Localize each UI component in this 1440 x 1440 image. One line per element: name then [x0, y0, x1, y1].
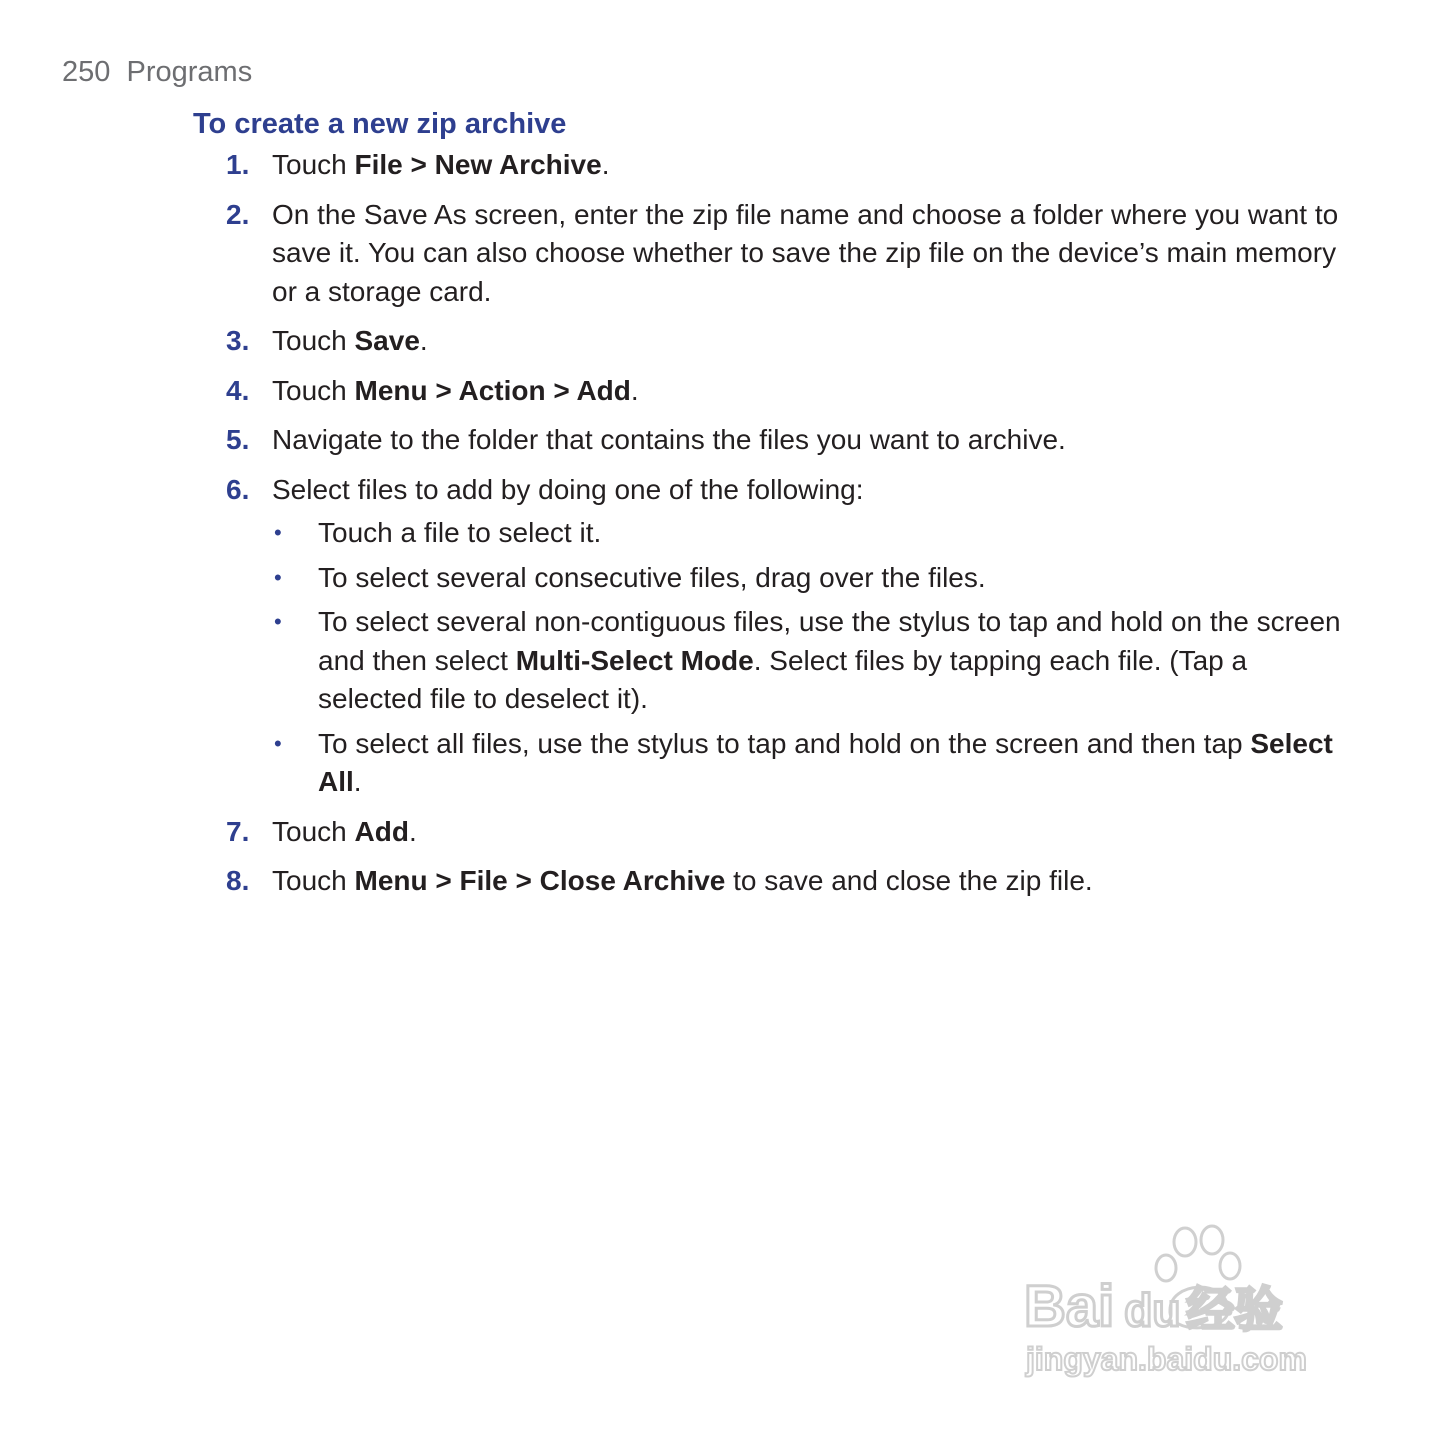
- step-number: 1.: [226, 149, 250, 180]
- step-text-part: .: [408, 815, 417, 847]
- bullet-item: [272, 559, 1346, 598]
- step-text: [272, 322, 1346, 361]
- bullet-item: [272, 514, 1346, 553]
- step-text-part: Touch: [272, 149, 355, 180]
- bullet-text: [318, 725, 1346, 802]
- step-text: [272, 862, 1346, 901]
- step-number: 3.: [226, 325, 250, 356]
- step-1: [226, 146, 1346, 185]
- page-header: [62, 56, 252, 89]
- bullet-icon: •: [274, 730, 282, 756]
- step-text-part: Touch: [272, 815, 355, 847]
- step-text-part: Touch: [272, 865, 355, 896]
- step-6: [226, 471, 1346, 802]
- step-4: [226, 372, 1346, 411]
- step-text-part: Touch: [272, 325, 355, 356]
- bullet-text-part: To select several non-contiguous files, use the stylus to tap and hold on the screen and then select: [318, 606, 1341, 676]
- bullet-command: Select All: [318, 727, 1333, 797]
- bullet-text: [318, 603, 1346, 719]
- bullet-text: Touch a file to select it.: [318, 517, 602, 548]
- step-5: [226, 421, 1346, 460]
- watermark-brand: Bai du 经验: [1024, 1274, 1283, 1339]
- bullet-text: To select several consecutive files, drag over the files.: [318, 561, 986, 593]
- step-text: Navigate to the folder that contains the files you want to archive.: [272, 424, 1066, 455]
- step-command: Add: [354, 815, 409, 847]
- bullet-command: Multi-Select Mode: [515, 644, 754, 676]
- step-text: [272, 372, 1346, 411]
- section-title: To create a new zip archive: [193, 108, 567, 140]
- step-number: 6.: [226, 473, 250, 505]
- step-text: [272, 146, 1346, 185]
- step-text-part: to save and close the zip file.: [725, 865, 1093, 896]
- step-text-part: .: [601, 149, 610, 180]
- step-text-part: Touch: [272, 374, 355, 406]
- step-text: [272, 813, 1346, 852]
- bullet-item: [272, 725, 1346, 802]
- bullet-text-part: .: [353, 766, 362, 797]
- bullet-text-part: To select all files, use the stylus to tap and hold on the screen and then tap: [318, 727, 1251, 759]
- step-number: 8.: [226, 865, 250, 896]
- bullet-icon: •: [274, 520, 282, 545]
- step-command: Save: [354, 325, 420, 356]
- bullet-text-part: . Select files by tapping each file. (Tap a selected file to deselect it).: [318, 644, 1248, 714]
- bullet-list: [272, 514, 1346, 802]
- step-number: 7.: [226, 815, 250, 847]
- step-command: File > New Archive: [354, 149, 602, 180]
- page-number: 250: [62, 56, 111, 88]
- step-text: On the Save As screen, enter the zip file name and choose a folder where you want to save it. You can also choose whether to save the zip file on the device’s main memory or a storage card.: [272, 198, 1339, 307]
- step-command: Menu > File > Close Archive: [354, 865, 726, 896]
- step-number: 2.: [226, 198, 250, 230]
- step-text-part: .: [630, 374, 639, 406]
- bullet-item: [272, 603, 1346, 719]
- step-8: [226, 862, 1346, 901]
- step-3: [226, 322, 1346, 361]
- watermark-url: jingyan.baidu.com: [1026, 1341, 1307, 1377]
- step-number: 4.: [226, 374, 250, 406]
- section-name: Programs: [126, 56, 253, 88]
- baidu-watermark: [1020, 1220, 1360, 1390]
- step-7: [226, 813, 1346, 852]
- bullet-icon: •: [274, 609, 282, 634]
- step-text-part: .: [419, 325, 428, 356]
- bullet-icon: •: [274, 564, 282, 590]
- step-command: Menu > Action > Add: [354, 374, 631, 406]
- step-text: Select files to add by doing one of the following:: [272, 473, 864, 505]
- watermark-brand-latin: Bai: [1024, 1274, 1115, 1339]
- steps-list: [226, 146, 1346, 912]
- step-number: 5.: [226, 424, 250, 455]
- step-content: [272, 471, 1346, 802]
- step-2: [226, 196, 1346, 312]
